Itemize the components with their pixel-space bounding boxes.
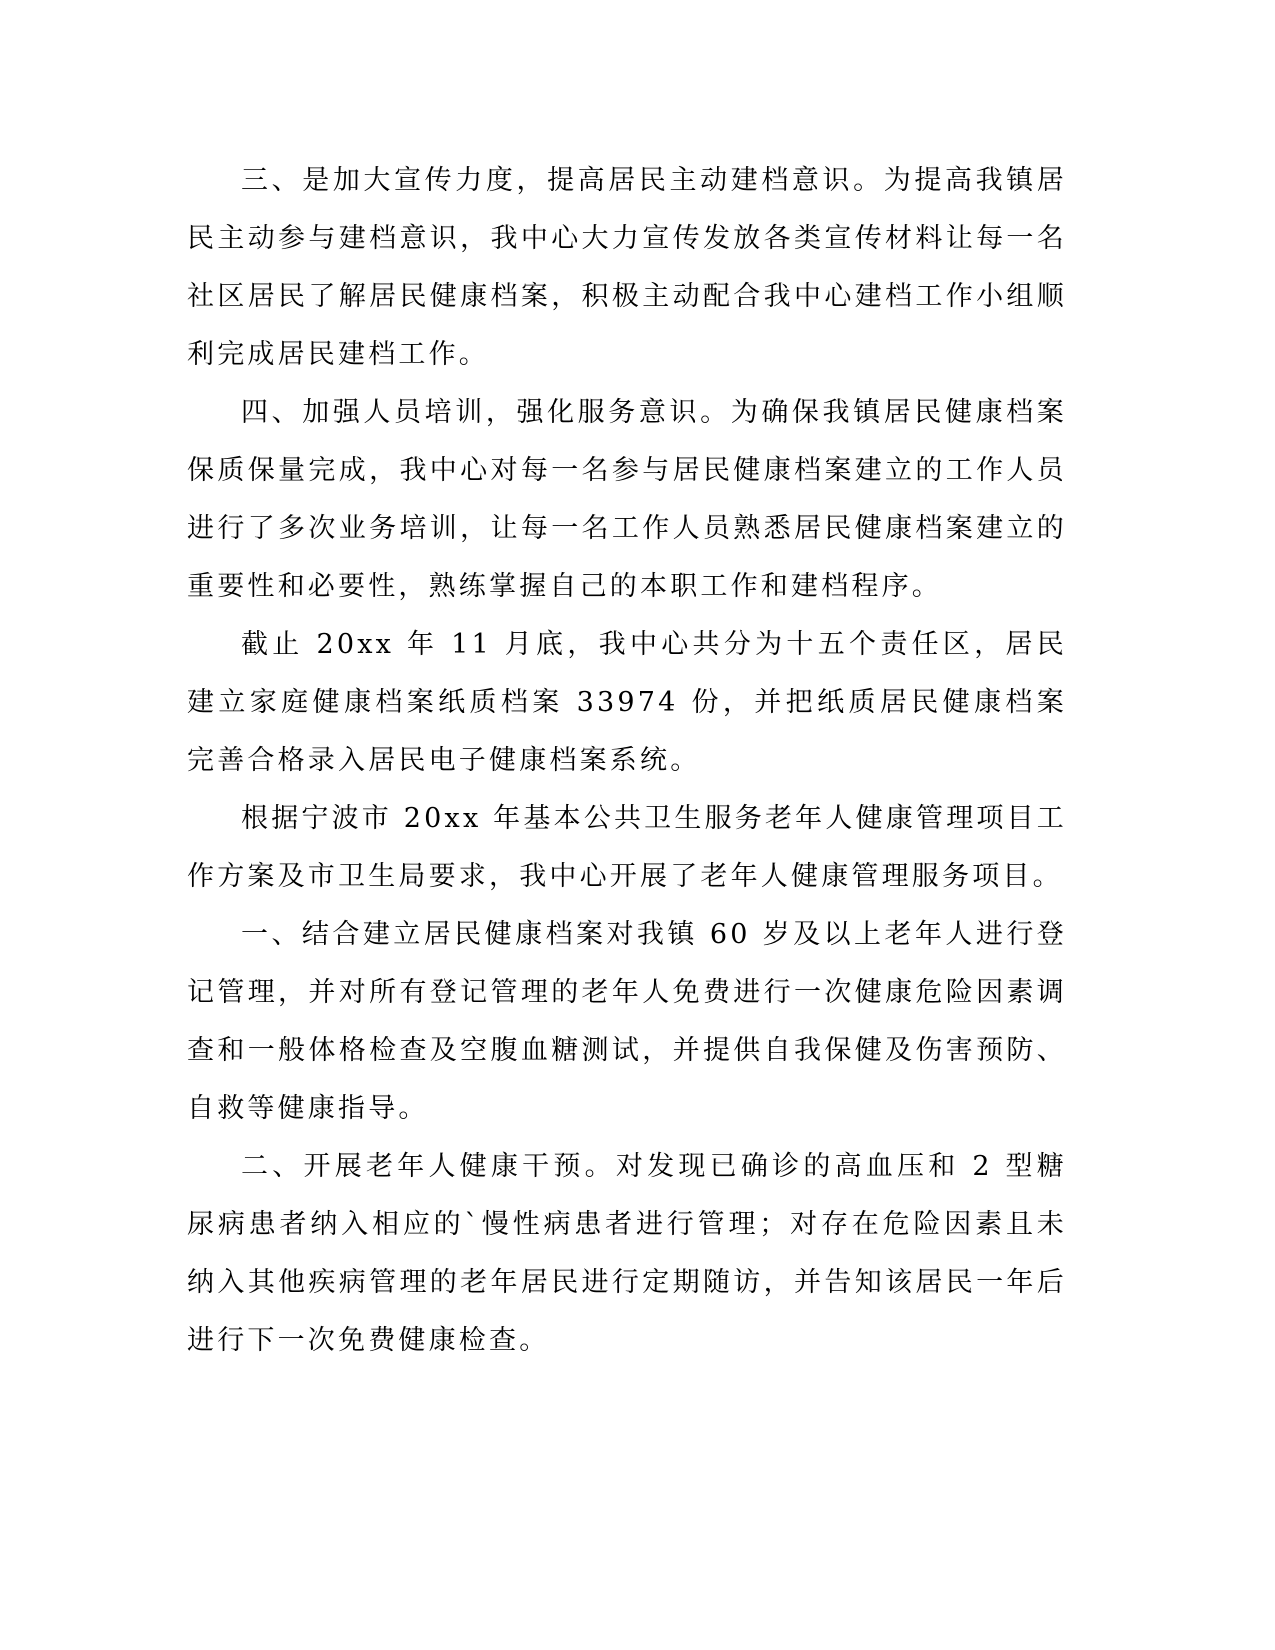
paragraph-elderly-registration: 一、结合建立居民健康档案对我镇 60 岁及以上老年人进行登记管理，并对所有登记管理的老年人免费进行一次健康危险因素调查和一般体格检查及空腹血糖测试，并提供自我保健及伤害预防、自救等健康指导。 [187,919,1067,1124]
paragraph-elderly-project: 根据宁波市 20xx 年基本公共卫生服务老年人健康管理项目工作方案及市卫生局要求，我中心开展了老年人健康管理服务项目。 [187,803,1067,892]
paragraph-publicity: 三、是加大宣传力度，提高居民主动建档意识。为提高我镇居民主动参与建档意识，我中心大力宣传发放各类宣传材料让每一名社区居民了解居民健康档案，积极主动配合我中心建档工作小组顺利完成居民建档工作。 [187,165,1067,370]
paragraph-training: 四、加强人员培训，强化服务意识。为确保我镇居民健康档案保质保量完成，我中心对每一名参与居民健康档案建立的工作人员进行了多次业务培训，让每一名工作人员熟悉居民健康档案建立的重要性和必要性，熟练掌握自己的本职工作和建档程序。 [187,397,1067,602]
document-body [187,152,1067,1370]
paragraph-archive-statistics: 截止 20xx 年 11 月底，我中心共分为十五个责任区，居民建立家庭健康档案纸质档案 33974 份，并把纸质居民健康档案完善合格录入居民电子健康档案系统。 [187,629,1067,776]
paragraph-elderly-intervention: 二、开展老年人健康干预。对发现已确诊的高血压和 2 型糖尿病患者纳入相应的`慢性病患者进行管理；对存在危险因素且未纳入其他疾病管理的老年居民进行定期随访，并告知该居民一年后进行下一次免费健康检查。 [187,1151,1067,1356]
